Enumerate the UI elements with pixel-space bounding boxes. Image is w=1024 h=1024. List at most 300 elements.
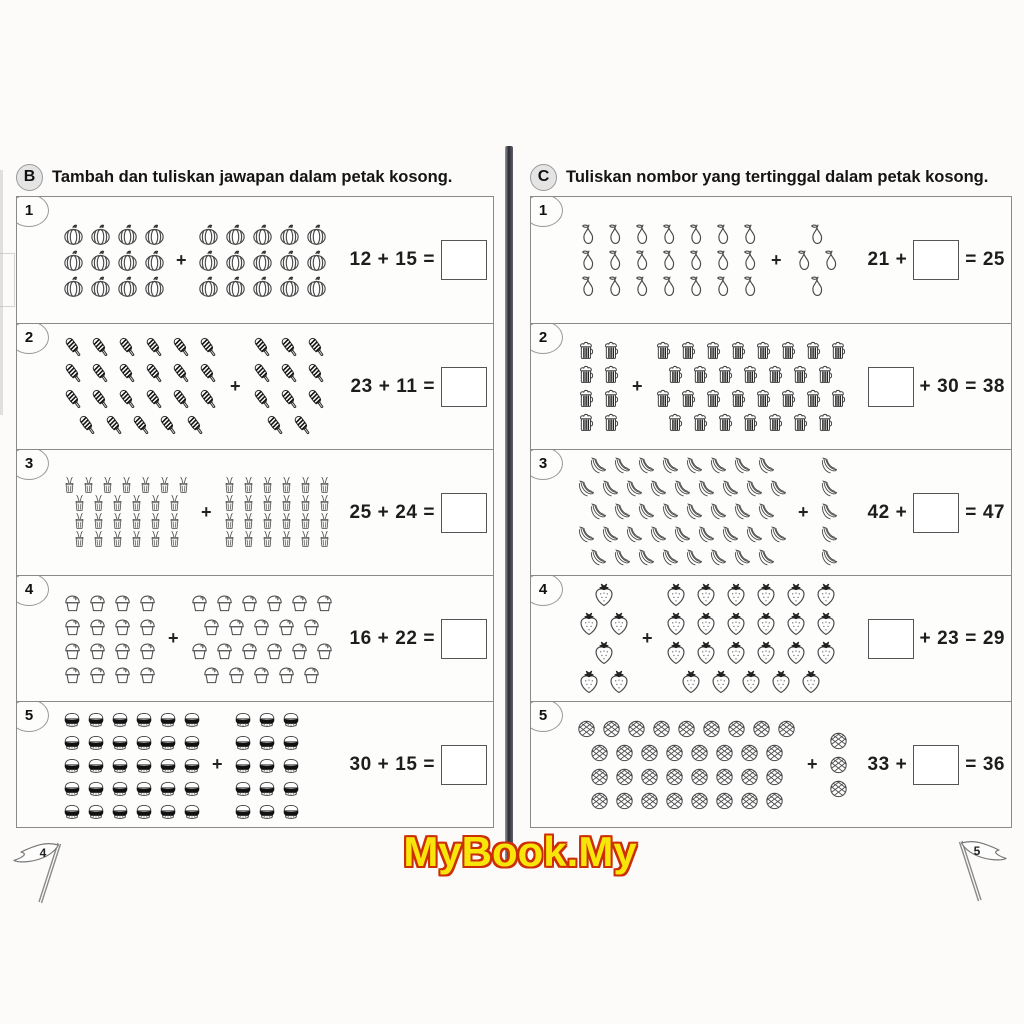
burger-icon <box>157 708 179 730</box>
pear-icon <box>710 274 735 299</box>
burger-icon <box>61 708 83 730</box>
popsicle-icon <box>196 387 221 412</box>
drink-cup-icon <box>278 513 295 530</box>
banana-icon <box>755 548 777 570</box>
pear-icon <box>629 222 654 247</box>
page-number: 4 <box>39 846 47 860</box>
muffin-icon <box>136 639 159 662</box>
burger-icon <box>109 731 131 753</box>
drink-cup-icon <box>90 531 107 548</box>
pineapple-icon <box>638 789 661 812</box>
icon-group-b <box>221 477 333 548</box>
popsicle-icon <box>169 361 194 386</box>
banana-icon <box>818 456 840 478</box>
muffin-icon <box>61 639 84 662</box>
icon-row <box>575 248 762 273</box>
banana-icon <box>575 479 597 501</box>
muffin-icon <box>238 639 261 662</box>
mug-icon <box>652 387 675 410</box>
icon-row <box>827 753 850 776</box>
equation-token: = <box>423 627 435 649</box>
answer-box[interactable] <box>913 745 959 785</box>
banana-icon <box>755 456 777 478</box>
icon-row <box>61 361 221 386</box>
strawberry-icon <box>590 639 618 667</box>
muffin-icon <box>111 639 134 662</box>
icon-row <box>75 413 208 438</box>
drink-cup-icon <box>259 531 276 548</box>
exercise-row <box>531 449 1011 575</box>
banana-icon <box>659 548 681 570</box>
popsicle-icon <box>183 413 208 438</box>
icon-group-b <box>791 222 843 299</box>
strawberry-icon <box>722 610 750 638</box>
burger-icon <box>109 708 131 730</box>
drink-cup-icon <box>118 477 135 494</box>
burger-icon <box>256 731 278 753</box>
icon-row <box>652 339 850 362</box>
pumpkin-icon <box>304 222 329 247</box>
icon-row <box>61 639 159 662</box>
mug-icon <box>702 339 725 362</box>
banana-icon <box>731 502 753 524</box>
strawberry-icon <box>590 581 618 609</box>
answer-box[interactable] <box>441 493 487 533</box>
icon-row <box>250 387 329 412</box>
pumpkin-icon <box>304 248 329 273</box>
mug-icon <box>777 339 800 362</box>
burger-icon <box>109 754 131 776</box>
banana-icon <box>575 525 597 547</box>
strawberry-icon <box>767 668 795 696</box>
equation-token: + <box>895 501 908 523</box>
pineapple-icon <box>713 789 736 812</box>
exercise-number-badge <box>17 701 49 732</box>
plus-sign: + <box>230 376 241 396</box>
strawberry-icon <box>707 668 735 696</box>
pear-icon <box>656 248 681 273</box>
muffin-icon <box>225 615 248 638</box>
pumpkin-icon <box>250 274 275 299</box>
plus-sign: + <box>642 628 653 648</box>
strawberry-icon <box>575 610 603 638</box>
icon-group-b <box>827 729 850 800</box>
muffin-icon <box>86 615 109 638</box>
popsicle-icon <box>75 413 100 438</box>
icon-row <box>61 663 159 686</box>
burger-icon <box>256 800 278 822</box>
pear-icon <box>804 274 829 299</box>
burger-icon <box>85 708 107 730</box>
muffin-icon <box>263 591 286 614</box>
drink-cup-icon <box>61 477 78 494</box>
banana-icon <box>635 456 657 478</box>
muffin-icon <box>188 591 211 614</box>
answer-box[interactable] <box>441 745 487 785</box>
banana-icon <box>587 502 609 524</box>
icon-row <box>804 222 829 247</box>
banana-icon <box>818 502 840 524</box>
icon-row <box>61 615 159 638</box>
pumpkin-icon <box>115 222 140 247</box>
pear-icon <box>602 248 627 273</box>
muffin-icon <box>61 591 84 614</box>
drink-cup-icon <box>240 513 257 530</box>
icon-group-b <box>188 591 336 686</box>
burger-icon <box>232 731 254 753</box>
banana-icon <box>695 525 717 547</box>
answer-box[interactable] <box>441 367 487 407</box>
equation-token: = <box>423 501 435 523</box>
pineapple-icon <box>713 741 736 764</box>
drink-cup-icon <box>156 477 173 494</box>
popsicle-icon <box>250 387 275 412</box>
pineapple-icon <box>738 789 761 812</box>
strawberry-icon <box>677 668 705 696</box>
pineapple-icon <box>827 753 850 776</box>
icon-row <box>587 548 777 570</box>
pumpkin-icon <box>250 248 275 273</box>
watermark: MyBook.My <box>403 828 637 875</box>
drink-cup-icon <box>147 495 164 512</box>
muffin-icon <box>86 663 109 686</box>
mug-icon <box>814 363 837 386</box>
pineapple-icon <box>750 717 773 740</box>
icon-row <box>250 335 329 360</box>
burger-icon <box>280 754 302 776</box>
exercise-list <box>16 196 494 828</box>
pineapple-icon <box>688 741 711 764</box>
mug-icon <box>689 411 712 434</box>
pear-icon <box>737 222 762 247</box>
drink-cup-icon <box>71 531 88 548</box>
mug-icon <box>652 339 675 362</box>
exercise-number-badge <box>17 197 49 227</box>
mug-icon <box>789 363 812 386</box>
equation-token: 42 <box>867 501 890 523</box>
equation-token: 25 <box>349 501 372 523</box>
burger-icon <box>133 708 155 730</box>
pear-icon <box>656 222 681 247</box>
icon-row <box>221 531 333 548</box>
banana-icon <box>731 456 753 478</box>
popsicle-icon <box>115 361 140 386</box>
drink-cup-icon <box>316 513 333 530</box>
muffin-icon <box>111 591 134 614</box>
pumpkin-icon <box>115 274 140 299</box>
icon-row <box>61 222 167 247</box>
equation-token: + <box>377 753 390 775</box>
banana-icon <box>719 479 741 501</box>
muffin-icon <box>275 615 298 638</box>
pineapple-icon <box>763 789 786 812</box>
exercise-row <box>531 197 1011 323</box>
popsicle-icon <box>304 335 329 360</box>
exercise-row <box>531 323 1011 449</box>
exercise-number-badge <box>531 575 563 606</box>
burger-icon <box>157 731 179 753</box>
section-letter-badge: B <box>16 164 43 191</box>
pear-icon <box>629 248 654 273</box>
drink-cup-icon <box>278 531 295 548</box>
icon-row <box>575 222 762 247</box>
answer-box[interactable] <box>868 367 914 407</box>
pear-icon <box>602 222 627 247</box>
icon-row <box>71 513 183 530</box>
popsicle-icon <box>263 413 288 438</box>
mug-icon <box>600 387 623 410</box>
banana-icon <box>683 548 705 570</box>
pumpkin-icon <box>277 248 302 273</box>
strawberry-icon <box>737 668 765 696</box>
plus-sign: + <box>798 502 809 522</box>
exercise-row <box>531 701 1011 827</box>
drink-cup-icon <box>240 531 257 548</box>
mug-icon <box>777 387 800 410</box>
exercise-number: 5 <box>24 707 34 724</box>
banana-icon <box>587 456 609 478</box>
muffin-icon <box>238 591 261 614</box>
banana-icon <box>659 456 681 478</box>
burger-icon <box>61 777 83 799</box>
exercise-number-badge <box>531 197 563 227</box>
mug-icon <box>789 411 812 434</box>
drink-cup-icon <box>137 477 154 494</box>
pineapple-icon <box>688 789 711 812</box>
pumpkin-icon <box>142 274 167 299</box>
drink-cup-icon <box>221 477 238 494</box>
strawberry-icon <box>782 610 810 638</box>
drink-cup-icon <box>221 495 238 512</box>
mug-icon <box>677 339 700 362</box>
popsicle-icon <box>304 361 329 386</box>
pineapple-icon <box>827 729 850 752</box>
pumpkin-icon <box>223 274 248 299</box>
exercise-number-badge <box>531 701 563 732</box>
strawberry-icon <box>692 610 720 638</box>
equation-token: 29 <box>982 627 1005 649</box>
popsicle-icon <box>290 413 315 438</box>
mug-icon <box>727 387 750 410</box>
pear-icon <box>683 274 708 299</box>
pineapple-icon <box>675 717 698 740</box>
pineapple-icon <box>613 741 636 764</box>
burger-icon <box>181 708 203 730</box>
equation-token: 30 <box>349 753 372 775</box>
pineapple-icon <box>575 717 598 740</box>
drink-cup-icon <box>71 513 88 530</box>
muffin-icon <box>61 663 84 686</box>
popsicle-icon <box>129 413 154 438</box>
exercise-row <box>531 575 1011 701</box>
muffin-icon <box>300 663 323 686</box>
burger-icon <box>181 777 203 799</box>
equation-token: 25 <box>982 249 1005 270</box>
banana-icon <box>599 525 621 547</box>
equation <box>864 367 1006 407</box>
mug-icon <box>600 339 623 362</box>
plus-sign: + <box>212 754 223 774</box>
burger-icon <box>256 708 278 730</box>
icon-row <box>677 668 825 696</box>
pineapple-icon <box>613 765 636 788</box>
pumpkin-icon <box>88 274 113 299</box>
drink-cup-icon <box>109 495 126 512</box>
pear-icon <box>629 274 654 299</box>
muffin-icon <box>263 639 286 662</box>
popsicle-icon <box>142 387 167 412</box>
pineapple-icon <box>613 789 636 812</box>
mug-icon <box>802 339 825 362</box>
drink-cup-icon <box>259 495 276 512</box>
equation <box>864 493 1006 533</box>
banana-icon <box>671 525 693 547</box>
icon-row <box>575 339 623 362</box>
drink-cup-icon <box>259 477 276 494</box>
strawberry-icon <box>575 668 603 696</box>
icon-row <box>61 274 167 299</box>
banana-icon <box>623 479 645 501</box>
muffin-icon <box>136 663 159 686</box>
exercise-number: 3 <box>24 455 34 472</box>
strawberry-icon <box>812 610 840 638</box>
banana-icon <box>635 502 657 524</box>
icon-group-b <box>652 339 850 434</box>
equation-token: 21 <box>867 249 890 270</box>
equation-token: 23 <box>937 627 960 649</box>
muffin-icon <box>225 663 248 686</box>
icon-row <box>221 513 333 530</box>
icon-row <box>804 274 829 299</box>
muffin-icon <box>111 615 134 638</box>
exercise-number: 1 <box>24 202 34 219</box>
equation-token: 11 <box>396 375 418 397</box>
mug-icon <box>739 363 762 386</box>
answer-box[interactable] <box>868 619 914 659</box>
exercise-number: 1 <box>538 202 548 219</box>
equation-token: 33 <box>867 753 890 775</box>
banana-icon <box>647 479 669 501</box>
icon-row <box>827 729 850 752</box>
pear-icon <box>656 274 681 299</box>
burger-icon <box>280 800 302 822</box>
pineapple-icon <box>663 765 686 788</box>
pineapple-icon <box>625 717 648 740</box>
pineapple-icon <box>663 789 686 812</box>
icon-group-b <box>250 335 329 438</box>
pineapple-icon <box>738 741 761 764</box>
answer-box[interactable] <box>441 619 487 659</box>
banana-icon <box>647 525 669 547</box>
icon-row <box>588 741 786 764</box>
pumpkin-icon <box>250 222 275 247</box>
banana-icon <box>731 548 753 570</box>
pineapple-icon <box>700 717 723 740</box>
icon-row <box>188 591 336 614</box>
equation <box>346 240 488 280</box>
drink-cup-icon <box>297 495 314 512</box>
icon-row <box>61 777 203 799</box>
drink-cup-icon <box>90 513 107 530</box>
equation-token: = <box>965 501 977 523</box>
drink-cup-icon <box>166 495 183 512</box>
icon-row <box>61 477 192 494</box>
equation-token: + <box>919 375 932 397</box>
banana-icon <box>695 479 717 501</box>
equation-token: 15 <box>395 753 418 775</box>
strawberry-icon <box>812 581 840 609</box>
pineapple-icon <box>638 765 661 788</box>
equation-token: + <box>919 627 932 649</box>
icon-group-a <box>575 717 798 812</box>
banana-icon <box>707 456 729 478</box>
drink-cup-icon <box>147 513 164 530</box>
icon-row <box>664 363 837 386</box>
plus-sign: + <box>807 754 818 774</box>
pumpkin-icon <box>61 222 86 247</box>
banana-icon <box>623 525 645 547</box>
popsicle-icon <box>142 361 167 386</box>
banana-icon <box>611 502 633 524</box>
icon-row <box>791 248 843 273</box>
mug-icon <box>739 411 762 434</box>
muffin-icon <box>213 639 236 662</box>
drink-cup-icon <box>240 477 257 494</box>
exercise-number-badge <box>17 575 49 606</box>
mug-icon <box>575 411 598 434</box>
icon-row <box>590 639 618 667</box>
pear-icon <box>575 222 600 247</box>
pear-icon <box>575 274 600 299</box>
pineapple-icon <box>763 765 786 788</box>
pineapple-icon <box>588 789 611 812</box>
burger-icon <box>109 777 131 799</box>
popsicle-icon <box>250 335 275 360</box>
popsicle-icon <box>88 335 113 360</box>
icon-group-b <box>196 222 329 299</box>
pineapple-icon <box>588 741 611 764</box>
equation-token: = <box>965 375 977 397</box>
icon-row <box>818 548 840 570</box>
icon-row <box>575 525 789 547</box>
equation <box>864 240 1006 280</box>
icon-row <box>575 479 789 501</box>
mug-icon <box>802 387 825 410</box>
equation <box>346 745 488 785</box>
burger-icon <box>232 754 254 776</box>
strawberry-icon <box>605 668 633 696</box>
pineapple-icon <box>663 741 686 764</box>
equation-token: 30 <box>937 375 960 397</box>
equation <box>346 619 488 659</box>
mug-icon <box>752 339 775 362</box>
icon-row <box>61 387 221 412</box>
burger-icon <box>232 708 254 730</box>
mug-icon <box>689 363 712 386</box>
banana-icon <box>659 502 681 524</box>
icon-row <box>71 531 183 548</box>
answer-box[interactable] <box>913 240 959 280</box>
equation <box>347 367 487 407</box>
pear-icon <box>737 274 762 299</box>
muffin-icon <box>313 591 336 614</box>
pumpkin-icon <box>196 248 221 273</box>
answer-box[interactable] <box>913 493 959 533</box>
icon-group-a <box>575 222 762 299</box>
icon-row <box>662 610 840 638</box>
answer-box[interactable] <box>441 240 487 280</box>
icon-group-a <box>61 335 221 438</box>
